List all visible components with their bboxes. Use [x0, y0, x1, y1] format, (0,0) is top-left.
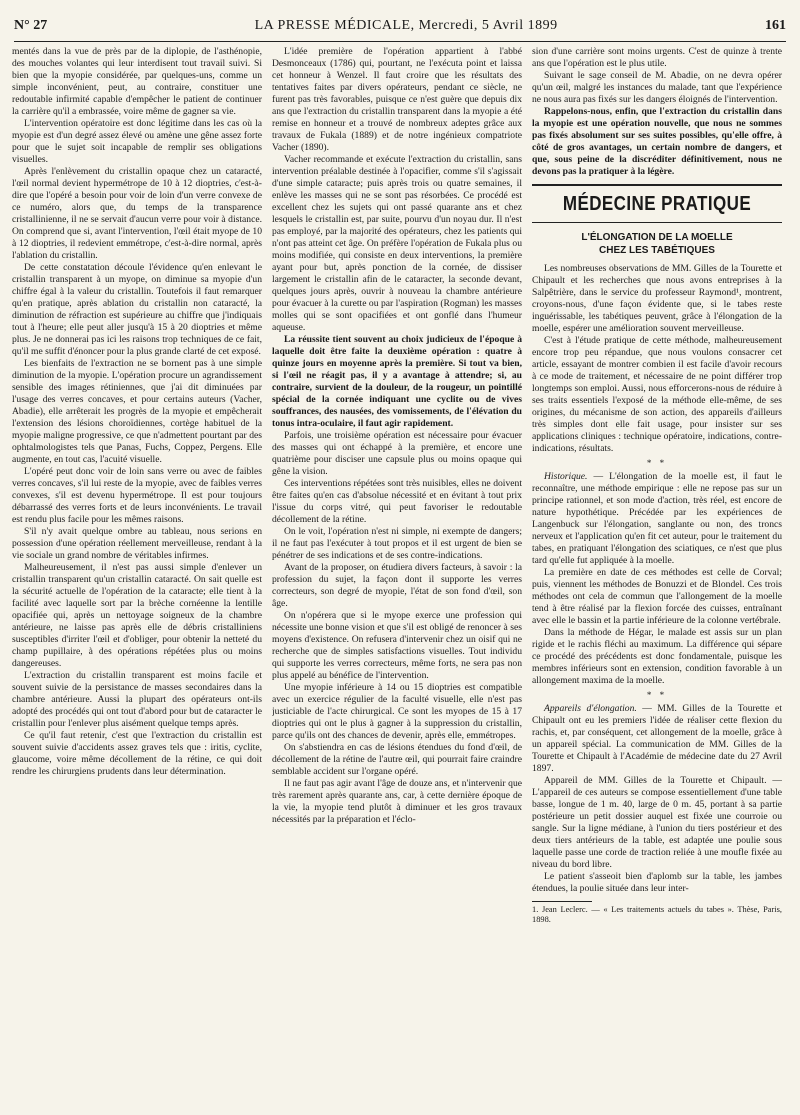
paragraph: Ces interventions répétées sont très nuisibles, elles ne doivent être faites qu'en cas d'absolue nécessité et en évitant à tout prix l'issue du corps vitré, qui peut favoriser le redoutable décollement de la rétine.: [272, 478, 522, 525]
issue-number: N° 27: [14, 18, 48, 33]
paragraph: Parfois, une troisième opération est nécessaire pour évacuer des masses qui ont échappé à la première, et encore une quatrième pour disciser une capsule plus ou moins opaque qui gêne la vision.: [272, 430, 522, 477]
paragraph: Les bienfaits de l'extraction ne se bornent pas à une simple diminution de la myopie. L'opération procure un agrandissement sensible des images rétiniennes, que j'ai dit diminuées par l'usage des verres concaves, et pour certains auteurs (Vacher, Abadie), elle arrêterait les progrès de la myopie et empêcherait l'extension des lésions choroïdiennes, cortège habituel de la myopie maligne progressive, ce que n'admettent pourtant par des ophtalmologistes tels que Panas, Fuchs, Coppez, Pergens. Elle augmente, en tout cas, l'acuité visuelle.: [12, 358, 262, 465]
paragraph: Appareil de MM. Gilles de la Tourette et Chipault. — L'appareil de ces auteurs se compose essentiellement d'une table basse, longue de 1 m. 40, large de 0 m. 45, portant à sa partie postérieure un petit dossier auquel est fixée une courroie ou sangle. Sur la ligne médiane, à l'union du tiers postérieur et des deux tiers antérieurs de la table, est adaptée une poulie sous laquelle passe une corde de traction reliée à une moufle fixée au niveau du bord libre.: [532, 775, 782, 870]
paragraph: On s'abstiendra en cas de lésions étendues du fond d'œil, de décollement de la rétine de l'autre œil, qui pourrait faire craindre semblable accident sur l'organe opéré.: [272, 742, 522, 777]
page-number: 161: [765, 18, 786, 33]
paragraph: Suivant le sage conseil de M. Abadie, on ne devra opérer qu'un œil, malgré les instances du malade, tant que l'expérience ne nous aura pas fixés sur les dangers éloignés de l'intervention.: [532, 70, 782, 105]
column-2: [272, 46, 522, 1109]
paragraph: Historique. — L'élongation de la moelle est, il faut le reconnaître, une méthode empirique : elle ne repose pas sur un principe rationnel, et son mode d'action, très réel, est encore de nature hypothétique. Précédée par les expériences de Langenbuck sur l'élongation, sanglante ou non, des troncs nerveux et l'application qu'en fit cet auteur, pour le traitement du tabes, en pratiquant l'élongation des sciatiques, ce n'est que plus tard qu'elle fut appliquée à la moelle.: [532, 471, 782, 566]
subheading-historique: Historique.: [544, 471, 588, 482]
column-3: [532, 46, 782, 1109]
masthead: LA PRESSE MÉDICALE, Mercredi, 5 Avril 1899: [254, 18, 558, 33]
paragraph: Vacher recommande et exécute l'extraction du cristallin, sans intervention préalable destinée à l'opacifier, comme s'il s'agissait d'une simple cataracte; puis après trois ou quatre semaines, il enlève les masses qui ne se sont pas résorbées. Ce procédé est excellent chez les sujets qui ont passé quarante ans et chez lesquels le cristallin est, par suite, pourvu d'un noyau dur. Il n'est pas employé, par la majorité des opérateurs, chez les patients qui n'ont pas atteint cet âge. On préfère l'opération de Fukala plus ou moins modifiée, qui consiste en deux interventions, la première ayant pour but, après ponction de la cornée, de dissiser largement le cristallin afin de le cataracter, la seconde devant, quelques jours après, ouvrir à nouveau la chambre antérieure pour évacuer à la curette ou par l'aspiration (Rogman) les masses molles qui se sont opacifiées et ont gonflé dans l'humeur aqueuse.: [272, 154, 522, 333]
paragraph: De cette constatation découle l'évidence qu'en enlevant le cristallin transparent à un myope, on diminue sa myopie d'un chiffre égal à la valeur du cristallin. Toutefois il faut remarquer qu'en pratique, après ablation du cristallin non cataracté, la diminution de réfraction est supérieure au chiffre que j'indiquais tout à l'heure; elle peut aller jusqu'à 15 à 20 dioptries et même plus. Je ne donnerai pas ici les raisons trop techniques de ce fait, qu'il me suffit d'énoncer pour la plus grande clarté de cet exposé.: [12, 262, 262, 357]
paragraph: Avant de la proposer, on étudiera divers facteurs, à savoir : la profession du sujet, la façon dont il supporte les verres correcteurs, son degré de myopie, l'état de son fond d'œil, son âge.: [272, 562, 522, 609]
paragraph: Dans la méthode de Hégar, le malade est assis sur un plan rigide et le rachis fléchi au maximum. La différence qui sépare ce procédé des précédents est donc fondamentale, puisque les membres inférieurs sont en extension, condition favorable à un allongement maxima de la moelle.: [532, 627, 782, 686]
paragraph: L'idée première de l'opération appartient à l'abbé Desmonceaux (1786) qui, pourtant, ne l'exécuta point et laissa cet honneur à Wenzel. Il faut croire que les résultats des tentatives faites par divers opérateurs, pendant ce siècle, ne furent pas très favorables, puisque ce n'est guère que depuis dix ans que l'extraction du cristallin transparent dans la myopie a été remise en honneur et a trouvé de nombreux adeptes grâce aux travaux de Fukala (1889) et de notre ingénieux compatriote Vacher (1890).: [272, 46, 522, 153]
article-title: [532, 231, 782, 257]
paragraph: Le patient s'asseoit bien d'aplomb sur la table, les jambes étendues, la poulie située dans leur inter-: [532, 871, 782, 894]
paragraph: La réussite tient souvent au choix judicieux de l'époque à laquelle doit être faite la deuxième opération : quatre à quinze jours en moyenne après la première. Si tout va bien, si l'œil ne réagit pas, il y a avantage à attendre; si, au contraire, survient de la douleur, de la rougeur, un pointillé spécial de la cornée indiquant une cyclite ou de vives souffrances, des nausées, des vomissements, de l'élévation du tonus intra-oculaire, il faut agir rapidement.: [272, 334, 522, 429]
paragraph: On le voit, l'opération n'est ni simple, ni exempte de dangers; il ne faut pas l'exécuter à tout propos et il est urgent de bien se pénétrer de ses indications et de ses contre-indications.: [272, 526, 522, 561]
paragraph: Rappelons-nous, enfin, que l'extraction du cristallin dans la myopie est une opération nouvelle, que nous ne sommes pas fixés absolument sur ses suites possibles, qu'elle offre, à côté de gros avantages, un certain nombre de dangers, et que, sous peine de la discréditer définitivement, nous ne devons pas la pratiquer à la légère.: [532, 106, 782, 177]
subheading-appareils: Appareils d'élongation.: [544, 703, 637, 714]
paragraph: L'opéré peut donc voir de loin sans verre ou avec de faibles verres concaves, s'il lui reste de la myopie, avec de faibles verres convexes, s'il est devenu hypermétrope. Il est pour toujours débarrassé des verres forts et de leurs inconvénients. Le travail est rendu plus facile pour les mêmes raisons.: [12, 466, 262, 525]
paragraph: Ce qu'il faut retenir, c'est que l'extraction du cristallin est souvent suivie d'accidents assez graves tels que : iritis, cyclite, glaucome, voire même décollement de la rétine, ce qui doit rendre les chirurgiens prudents dans leur détermination.: [12, 730, 262, 777]
paragraph: sion d'une carrière sont moins urgents. C'est de quinze à trente ans que l'opération est le plus utile.: [532, 46, 782, 69]
paragraph: C'est à l'étude pratique de cette méthode, malheureusement encore trop peu répandue, que nous voulons consacrer cet article, essayant de montrer combien il est facile d'avoir recours à ce mode de traitement, et nécessaire de ne point différer trop longtemps son emploi. Aussi, nous efforcerons-nous de réduire à ses traits essentiels l'exposé de la méthode elle-même, de ses origines, du mécanisme de son action, des appareils d'ailleurs très simples dont elle fait usage, pour insister sur ses applications cliniques : technique opératoire, indications, contre-indications, résultats.: [532, 335, 782, 454]
footnote-rule: [532, 901, 592, 902]
section-separator: * *: [646, 458, 668, 468]
paragraph: Les nombreuses observations de MM. Gilles de la Tourette et Chipault et les recherches que nous avons entreprises à la Salpêtrière, dans le service du professeur Raymond¹, montrent, croyons-nous, d'une façon évidente que, si le tabes reste inguérissable, les tabétiques peuvent, grâce à l'élongation de la moelle, espérer une amélioration souvent merveilleuse.: [532, 263, 782, 334]
running-header: [14, 18, 786, 42]
paragraph: mentés dans la vue de près par de la diplopie, de l'asthénopie, des mouches volantes qui leur interdisent tout travail suivi. Si bien que la myopie considérée, par quelques-uns, comme un simple inconvénient, peut, au contraire, constituer une redoutable infirmité capable d'empêcher le patient de continuer la carrière qu'il a embrassée, voire même de gagner sa vie.: [12, 46, 262, 117]
section-separator: * *: [646, 690, 668, 700]
footnote: 1. Jean Leclerc. — « Les traitements actuels du tabes ». Thèse, Paris, 1898.: [532, 905, 782, 924]
section-rule: [532, 184, 782, 186]
paragraph: Appareils d'élongation. — MM. Gilles de la Tourette et Chipault ont eu les premiers l'idée de réaliser cette flexion du rachis, et, par conséquent, cet allongement de la moelle, grâce à un appareil spécial. La communication de MM. Gilles de la Tourette et Chipault à l'Académie de médecine date du 27 Avril 1897.: [532, 703, 782, 774]
paragraph: Il ne faut pas agir avant l'âge de douze ans, et n'intervenir que très rarement après quarante ans, car, à cette dernière époque de la vie, la myopie tend plutôt à diminuer et les gros travaux nécessités par la préparation et l'éclo-: [272, 778, 522, 825]
paragraph: S'il n'y avait quelque ombre au tableau, nous serions en possession d'une opération réellement merveilleuse, rendant à la vie sociale un grand nombre de véritables infirmes.: [12, 526, 262, 561]
paragraph: La première en date de ces méthodes est celle de Corval; puis, viennent les méthodes de Bonuzzi et de Blondel. Ces trois méthodes ont cela de commun que l'allongement de la moelle tend à être réalisé par la flexion forcée des cuisses, entraînant avec elle le bassin et la partie inférieure de la colonne vertébrale.: [532, 567, 782, 626]
paragraph: Après l'enlèvement du cristallin opaque chez un cataracté, l'œil normal devient hypermétrope de 10 à 12 dioptries, c'est-à-dire que l'opéré a besoin pour voir de loin d'un verre convexe de ce numéro, alors que, du temps de la transparence cristallinienne, il ne se servait d'aucun verre pour voir à distance. On comprend que si, avant l'intervention, l'œil était myope de 10 à 12 dioptries, il redevient emmétrope, c'est-à-dire normal, après l'ablation du cristallin.: [12, 166, 262, 261]
section-rule: [532, 222, 782, 223]
article-title-line-1: L'ÉLONGATION DE LA MOELLE: [581, 232, 733, 243]
column-1: [12, 46, 262, 1109]
paragraph: On n'opérera que si le myope exerce une profession qui nécessite une bonne vision et que s'il est obligé de renoncer à ses moyens d'existence. On refusera d'intervenir chez un oisif qui ne recherche que de simples satisfactions visuelles. Tout individu qui supporte les verres correcteurs, même forts, ne sera pas non plus appelé au bénéfice de l'intervention.: [272, 610, 522, 681]
paragraph: L'extraction du cristallin transparent est moins facile et souvent suivie de la persistance de masses secondaires dans la chambre antérieure. Aussi la plupart des opérateurs ont-ils adopté des procédés qui ont tout d'abord pour but de cataracter le cristallin pour l'enlever plus aisément quelque temps après.: [12, 670, 262, 729]
paragraph: Malheureusement, il n'est pas aussi simple d'enlever un cristallin transparent qu'un cristallin cataracté. On sait quelle est la sécurité actuelle de l'opération de la cataracte; elle tient à la facilité avec laquelle sort par la brèche cornéenne la lentille opacifiée qui, après un nettoyage soigneux de la chambre antérieure, ne laisse pas après elle de débris cristalliniens susceptibles d'irriter l'œil et d'obliger, pour obtenir la netteté du champ pupillaire, à des opérations répétées plus ou moins dangereuses.: [12, 562, 262, 669]
page-columns: [12, 46, 788, 1109]
section-title: MÉDECINE PRATIQUE: [562, 193, 752, 215]
paragraph: Une myopie inférieure à 14 ou 15 dioptries est compatible avec un exercice régulier de la faculté visuelle, elle n'est pas justiciable de l'acte chirurgical. Ce sont les myopes de 15 à 17 dioptries qui ont le plus à gagner à la suppression du cristallin, parce qu'ils ont des chances de devenir, après elle, emmétropes.: [272, 682, 522, 741]
article-title-line-2: CHEZ LES TABÉTIQUES: [599, 245, 715, 256]
paragraph: L'intervention opératoire est donc légitime dans les cas où la myopie est d'un degré assez élevé ou amène une gêne assez forte pour que le sujet soit incapable de remplir ses obligations visuelles.: [12, 118, 262, 165]
